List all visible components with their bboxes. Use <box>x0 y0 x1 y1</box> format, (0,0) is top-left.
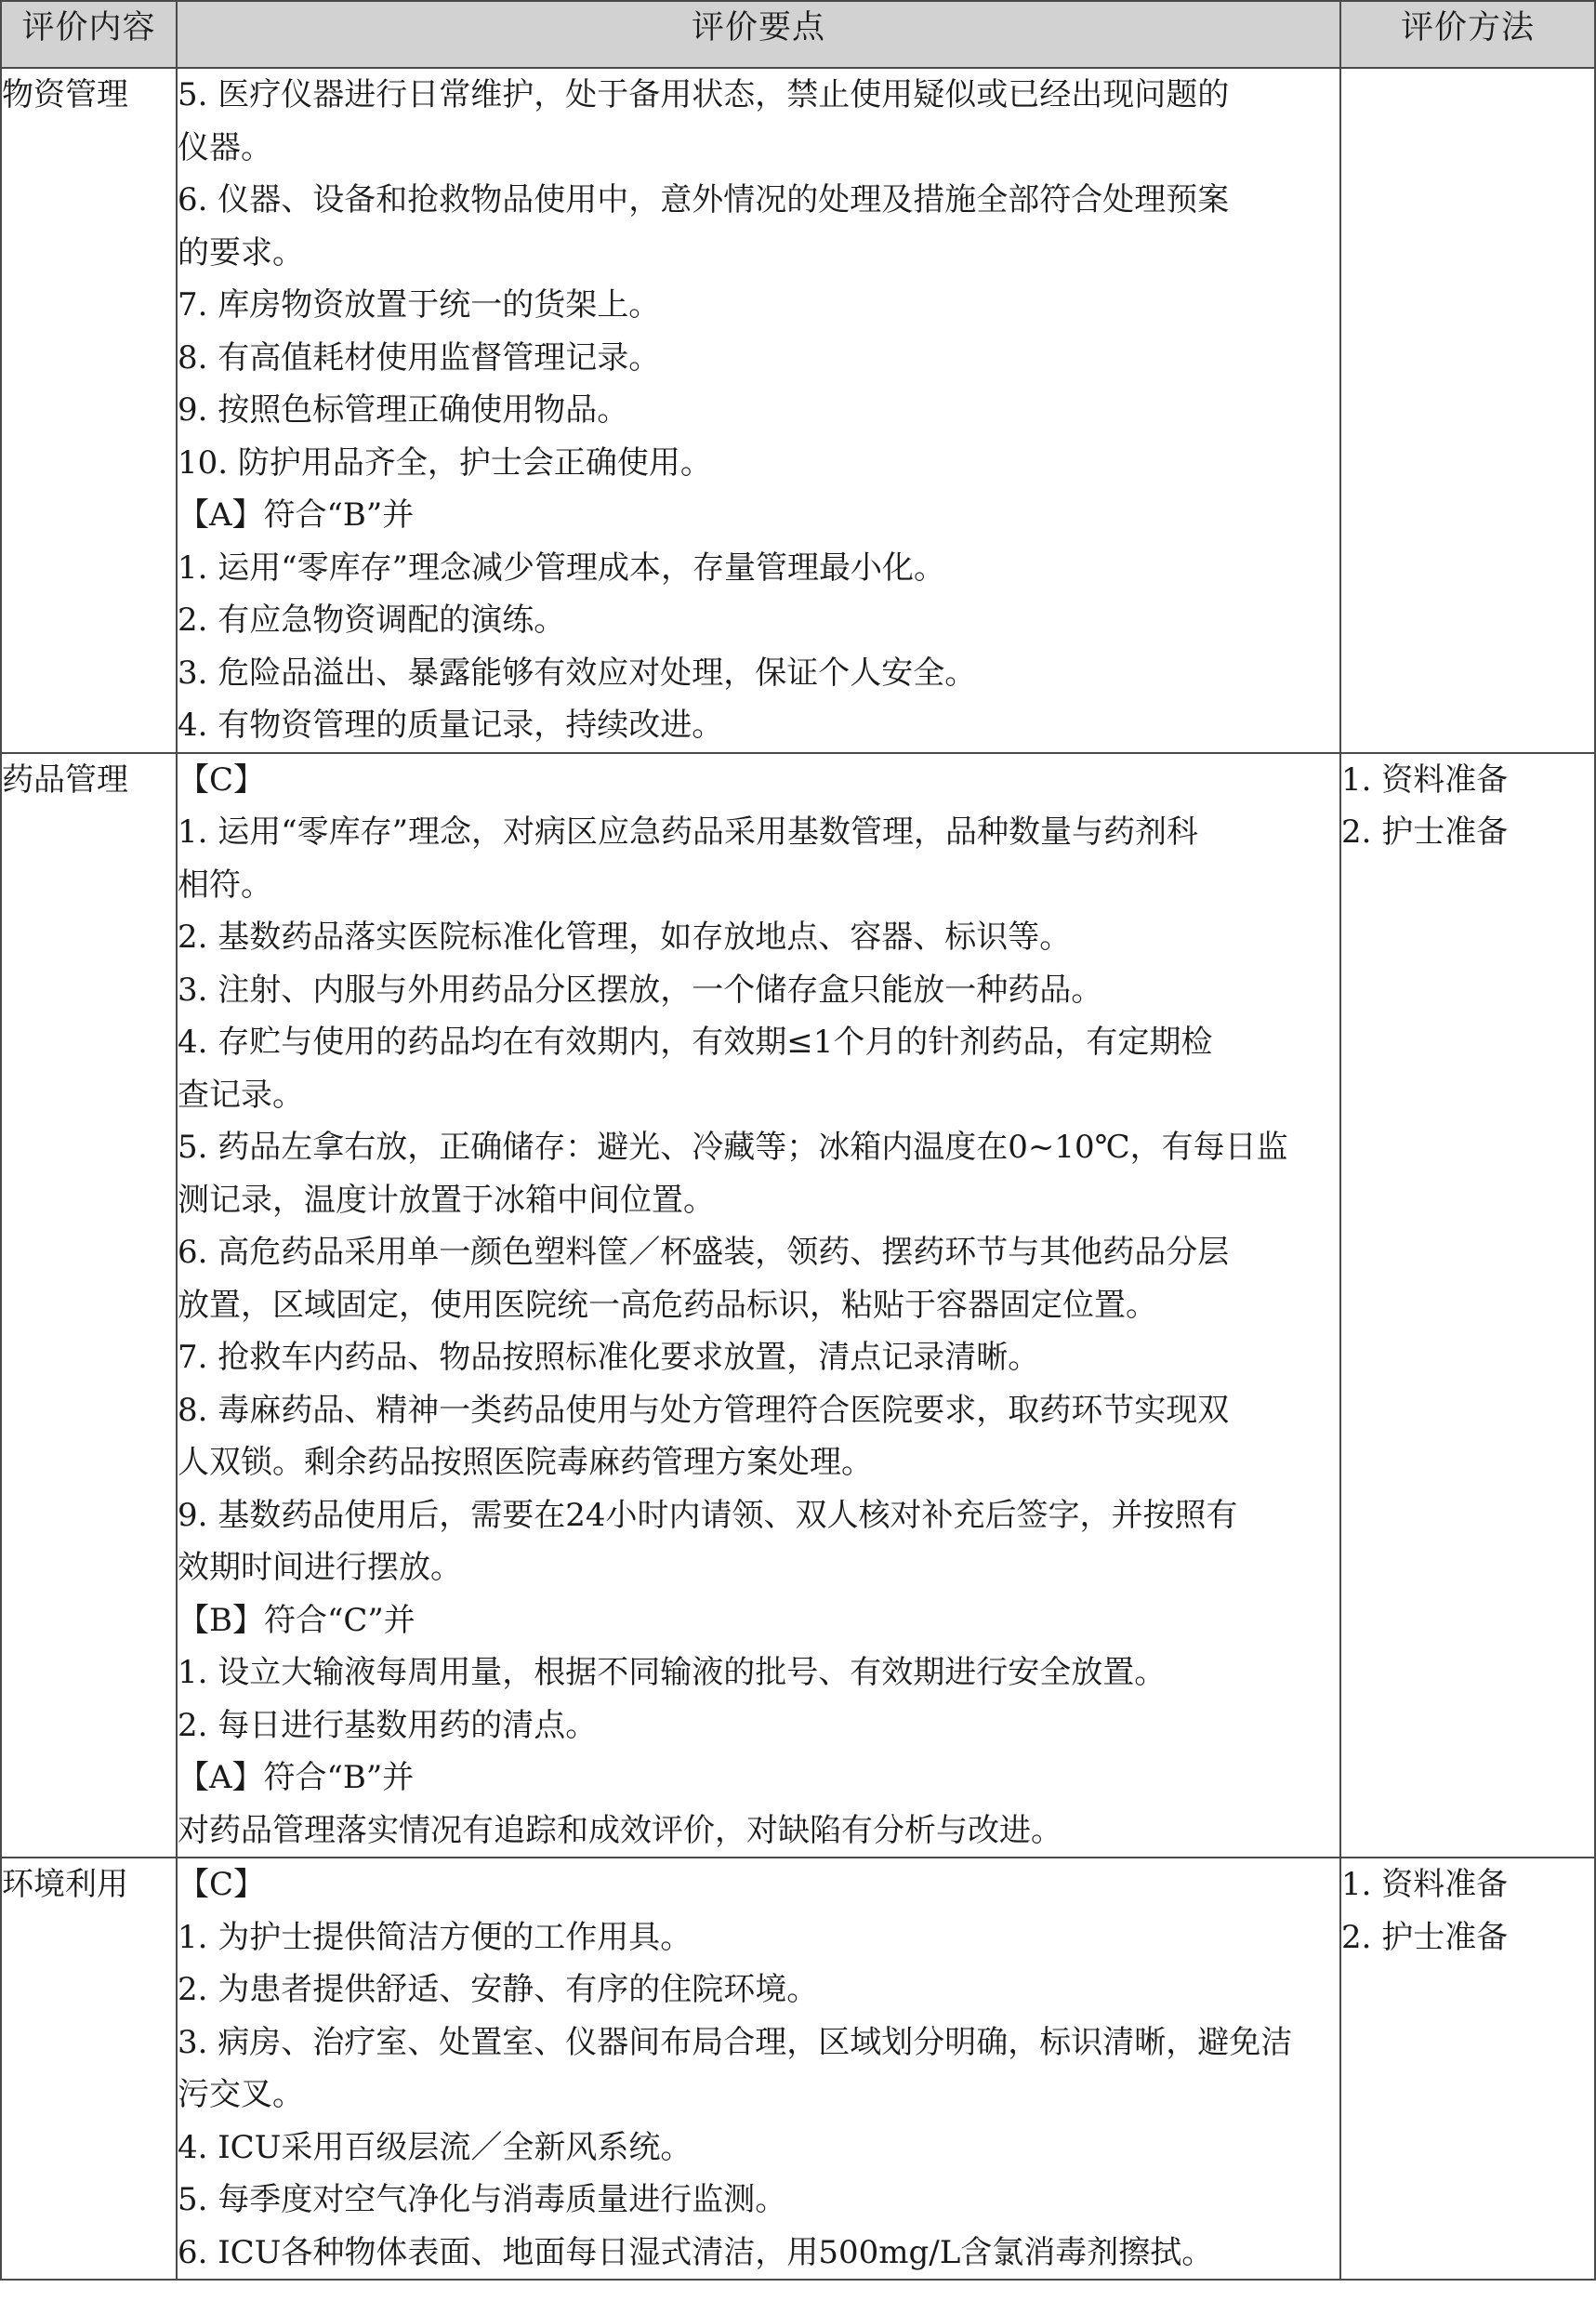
evaluation-method-item: 2. 护士准备 <box>1341 1918 1509 1956</box>
evaluation-point-line: 2. 为患者提供舒适、安静、有序的住院环境。 <box>178 1971 819 2008</box>
evaluation-point-line: 放置，区域固定，使用医院统一高危药品标识，粘贴于容器固定位置。 <box>178 1286 1157 1324</box>
evaluation-point-line: 2. 基数药品落实医院标准化管理，如存放地点、容器、标识等。 <box>178 919 1072 956</box>
header-evaluation-content: 评价内容 <box>1 1 177 68</box>
evaluation-point-line: 1. 设立大输液每周用量，根据不同输液的批号、有效期进行安全放置。 <box>178 1654 1167 1691</box>
evaluation-point-line: 4. 有物资管理的质量记录，持续改进。 <box>178 707 724 744</box>
drug-management-row <box>1 753 1595 1858</box>
evaluation-point-line: 3. 危险品溢出、暴露能够有效应对处理，保证个人安全。 <box>178 654 977 692</box>
table-body <box>1 68 1595 2280</box>
header-row <box>1 1 1595 68</box>
evaluation-point-line: 1. 运用“零库存”理念，对病区应急药品采用基数管理，品种数量与药剂科 <box>178 813 1199 851</box>
evaluation-point-line: 2. 每日进行基数用药的清点。 <box>178 1706 598 1744</box>
category-cell: 药品管理 <box>1 753 177 1858</box>
evaluation-method-cell <box>1340 68 1595 753</box>
evaluation-point-line: 相符。 <box>178 866 272 904</box>
evaluation-point-line: 6. ICU各种物体表面、地面每日湿式清洁，用500mg/L含氯消毒剂擦拭。 <box>178 2233 1214 2271</box>
evaluation-point-line: 【A】符合“B”并 <box>178 496 415 534</box>
evaluation-point-line: 6. 高危药品采用单一颜色塑料筐／杯盛装，领药、摆药环节与其他药品分层 <box>178 1234 1230 1271</box>
evaluation-point-line: 6. 仪器、设备和抢救物品使用中，意外情况的处理及措施全部符合处理预案 <box>178 181 1230 218</box>
evaluation-point-line: 5. 每季度对空气净化与消毒质量进行监测。 <box>178 2181 787 2218</box>
evaluation-point-line: 9. 按照色标管理正确使用物品。 <box>178 391 629 429</box>
evaluation-point-line: 【B】符合“C”并 <box>178 1601 415 1639</box>
evaluation-point-line: 效期时间进行摆放。 <box>178 1549 462 1586</box>
evaluation-point-line: 2. 有应急物资调配的演练。 <box>178 602 566 639</box>
evaluation-points-cell <box>177 1858 1340 2280</box>
evaluation-point-line: 1. 运用“零库存”理念减少管理成本，存量管理最小化。 <box>178 549 946 587</box>
evaluation-point-line: 7. 库房物资放置于统一的货架上。 <box>178 286 661 324</box>
category-cell: 物资管理 <box>1 68 177 753</box>
evaluation-point-line: 3. 注射、内服与外用药品分区摆放，一个储存盒只能放一种药品。 <box>178 971 1103 1009</box>
evaluation-point-line: 10. 防护用品齐全，护士会正确使用。 <box>178 443 712 482</box>
evaluation-method-cell <box>1340 753 1595 1858</box>
evaluation-point-line: 【C】 <box>178 760 266 799</box>
evaluation-points-cell <box>177 68 1340 753</box>
header-evaluation-points: 评价要点 <box>177 1 1340 68</box>
evaluation-point-line: 4. ICU采用百级层流／全新风系统。 <box>178 2128 692 2166</box>
evaluation-method-item: 1. 资料准备 <box>1341 760 1509 799</box>
evaluation-point-line: 对药品管理落实情况有追踪和成效评价，对缺陷有分析与改进。 <box>178 1811 1062 1849</box>
environment-use-row <box>1 1858 1595 2280</box>
evaluation-point-line: 仪器。 <box>178 128 272 166</box>
category-cell: 环境利用 <box>1 1858 177 2280</box>
evaluation-point-line: 5. 药品左拿右放，正确储存：避光、冷藏等；冰箱内温度在0~10℃，有每日监 <box>178 1129 1288 1166</box>
evaluation-point-line: 1. 为护士提供简洁方便的工作用具。 <box>178 1918 692 1956</box>
evaluation-point-line: 查记录。 <box>178 1076 304 1114</box>
evaluation-point-line: 3. 病房、治疗室、处置室、仪器间布局合理，区域划分明确，标识清晰，避免洁 <box>178 2023 1293 2061</box>
evaluation-point-line: 的要求。 <box>178 233 304 271</box>
evaluation-point-line: 8. 有高值耗材使用监督管理记录。 <box>178 338 661 377</box>
evaluation-point-line: 5. 医疗仪器进行日常维护，处于备用状态，禁止使用疑似或已经出现问题的 <box>178 76 1230 113</box>
evaluation-method-cell <box>1340 1858 1595 2280</box>
evaluation-point-line: 【A】符合“B”并 <box>178 1759 415 1796</box>
evaluation-point-line: 4. 存贮与使用的药品均在有效期内，有效期≤1个月的针剂药品，有定期检 <box>178 1024 1213 1061</box>
evaluation-point-line: 8. 毒麻药品、精神一类药品使用与处方管理符合医院要求，取药环节实现双 <box>178 1391 1230 1429</box>
evaluation-point-line: 9. 基数药品使用后，需要在24小时内请领、双人核对补充后签字，并按照有 <box>178 1496 1238 1534</box>
materials-management-row <box>1 68 1595 753</box>
evaluation-point-line: 【C】 <box>178 1866 266 1903</box>
evaluation-point-line: 人双锁。剩余药品按照医院毒麻药管理方案处理。 <box>178 1444 873 1481</box>
evaluation-method-item: 2. 护士准备 <box>1341 813 1509 851</box>
evaluation-point-line: 测记录，温度计放置于冰箱中间位置。 <box>178 1181 715 1219</box>
evaluation-point-line: 7. 抢救车内药品、物品按照标准化要求放置，清点记录清晰。 <box>178 1339 1040 1376</box>
header-evaluation-method: 评价方法 <box>1340 1 1595 68</box>
evaluation-method-item: 1. 资料准备 <box>1341 1866 1509 1903</box>
evaluation-points-cell <box>177 753 1340 1858</box>
evaluation-point-line: 污交叉。 <box>178 2076 304 2113</box>
